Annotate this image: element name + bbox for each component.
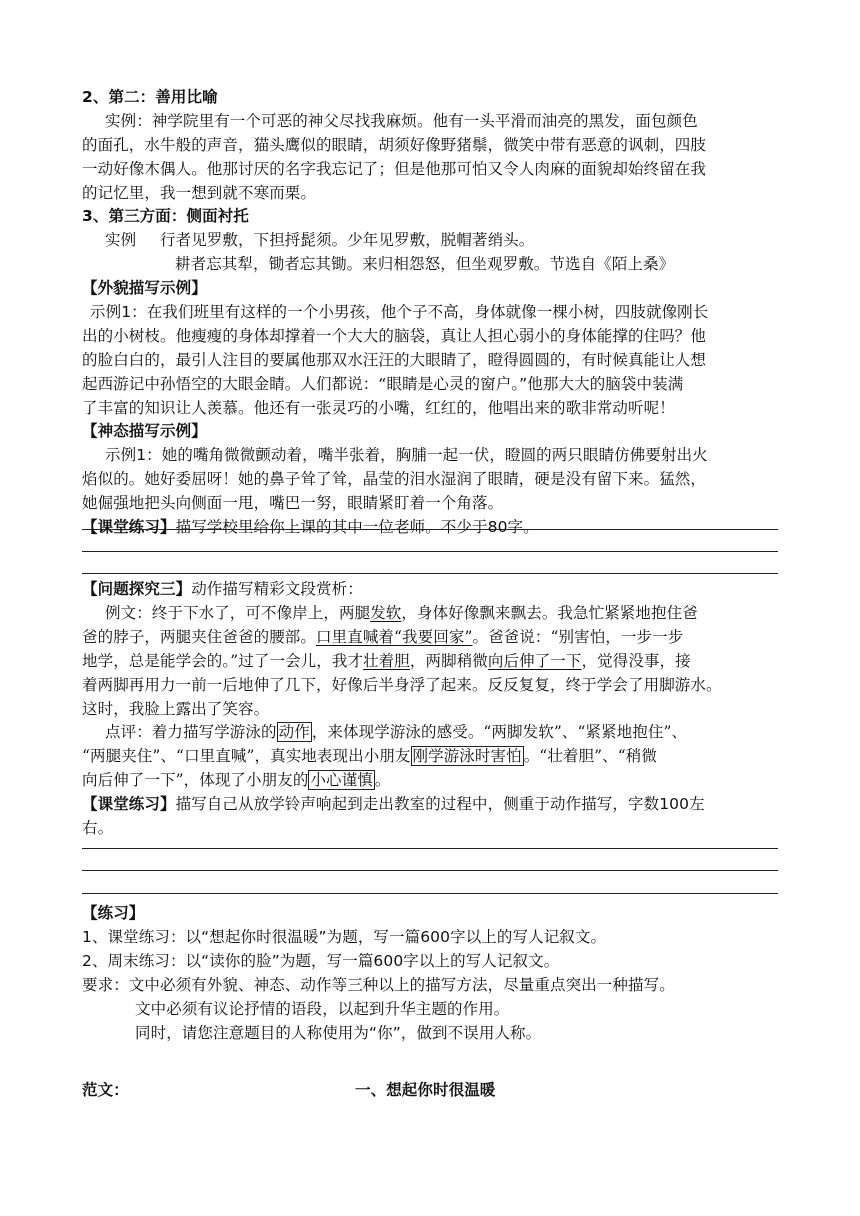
- example-text-line-1: [105, 602, 698, 624]
- inquiry-text: 动作描写精彩文段赏析：: [191, 580, 363, 598]
- s3-example-label: 实例: [105, 231, 137, 249]
- practice-2: [82, 793, 705, 815]
- practice-1-label: 【课堂练习】: [82, 518, 176, 536]
- practice-2-label: 【课堂练习】: [82, 795, 176, 813]
- underlined-phrase: 口里直喊着“我要回家”: [316, 628, 473, 646]
- comment-line-2: [82, 745, 657, 767]
- text-run: 点评：着力描写学游泳的: [105, 723, 277, 741]
- text-run: 。爸爸说：“别害怕，一步一步: [472, 628, 684, 646]
- practice-2-text: 描写自己从放学铃声响起到走出教室的过程中，侧重于动作描写，字数100左: [175, 795, 705, 813]
- exercise-item-2: 2、周末练习：以“读你的脸”为题，写一篇600字以上的写人记叙文。: [82, 952, 560, 970]
- text-run: ，觉得没事，接: [581, 652, 691, 670]
- appearance-line-4: 起西游记中孙悟空的大眼金睛。人们都说：“眼睛是心灵的窗户。”他那大大的脑袋中装满: [82, 375, 684, 393]
- underlined-phrase: 壮着胆: [363, 652, 410, 670]
- text-run: 爸的脖子，两腿夹住爸爸的腰部。: [82, 628, 317, 646]
- text-run: ，来体现学游泳的感受。“两脚发软”、“紧紧地抱住”、: [311, 723, 688, 741]
- boxed-phrase: 小心谨慎: [310, 771, 373, 789]
- example-text-line-4: 着两脚再用力一前一后地伸了几下，好像后半身浮了起来。反反复复，终于学会了用脚游水。: [82, 676, 722, 694]
- boxed-phrase: 动作: [278, 723, 310, 741]
- exercise-item-1: 1、课堂练习：以“想起你时很温暖”为题，写一篇600字以上的写人记叙文。: [82, 928, 607, 946]
- text-run: “两腿夹住”、“口里直喊”，真实地表现出小朋友: [82, 747, 411, 765]
- section-2-heading: 2、第二：善用比喻: [82, 88, 218, 106]
- underlined-phrase: 发软: [370, 604, 402, 622]
- appearance-line-5: 了丰富的知识让人羡慕。他还有一张灵巧的小嘴，红红的，他唱出来的歌非常动听呢！: [82, 399, 675, 417]
- inquiry-heading: [82, 578, 363, 600]
- comment-line-1: [105, 721, 687, 743]
- exercise-requirement-3: 同时，请您注意题目的人称使用为“你”，做到不误用人称。: [135, 1024, 542, 1042]
- s2-example-line-2: 的面孔，水牛般的声音，猫头鹰似的眼睛，胡须好像野猪鬃，微笑中带有恶意的讽刺，四肢: [82, 136, 707, 154]
- expression-heading: 【神态描写示例】: [82, 422, 207, 440]
- expression-line-3: 她倔强地把头向侧面一甩，嘴巴一努，眼睛紧盯着一个角落。: [82, 494, 504, 512]
- text-run: ，身体好像飘来飘去。我急忙紧紧地抱住爸: [401, 604, 698, 622]
- text-run: 地学，总是能学会的。”过了一会儿，我才: [82, 652, 364, 670]
- practice-1-text: 描写学校里给你上课的其中一位老师。不少于80字。: [175, 518, 539, 536]
- expression-line-1: 示例1：她的嘴角微微颤动着，嘴半张着，胸脯一起一伏，瞪圆的两只眼睛仿佛要射出火: [105, 446, 708, 464]
- example-text-line-3: [82, 650, 691, 672]
- model-label: 范文：: [82, 1081, 129, 1099]
- appearance-line-3: 的脸白白的，最引人注目的要属他那双水汪汪的大眼睛了，瞪得圆圆的，有时候真能让人想: [82, 351, 707, 369]
- appearance-line-2: 出的小树枝。他瘦瘦的身体却撑着一个大大的脑袋，真让人担心弱小的身体能撑的住吗？他: [82, 327, 707, 345]
- boxed-phrase: 刚学游泳时害怕: [412, 747, 522, 765]
- inquiry-label: 【问题探究三】: [82, 580, 192, 598]
- text-run: 。: [374, 771, 391, 789]
- example-text-line-2: [82, 626, 683, 648]
- answer-line[interactable]: [82, 870, 778, 871]
- comment-line-3: [82, 769, 390, 791]
- answer-line[interactable]: [82, 848, 778, 849]
- s3-poem-line-1: 行者见罗敷，下担捋髭须。少年见罗敷，脱帽著绡头。: [160, 231, 535, 249]
- exercise-requirement-1: 要求：文中必须有外貌、神态、动作等三种以上的描写方法，尽量重点突出一种描写。: [82, 976, 675, 994]
- exercise-requirement-2: 文中必须有议论抒情的语段，以起到升华主题的作用。: [135, 1000, 510, 1018]
- answer-line[interactable]: [82, 573, 778, 574]
- section-3-heading: 3、第三方面：侧面衬托: [82, 207, 249, 225]
- s2-example-line-3: 一动好像木偶人。他那讨厌的名字我忘记了；但是他那可怕又令人肉麻的面貌却始终留在我: [82, 160, 707, 178]
- example-text-line-5: 这时，我脸上露出了笑容。: [82, 700, 270, 718]
- expression-line-2: 焰似的。她好委屈呀！她的鼻子耸了耸，晶莹的泪水湿润了眼睛，硬是没有留下来。猛然，: [82, 470, 707, 488]
- s3-poem-line-2: 耕者忘其犁，锄者忘其锄。来归相怨怒，但坐观罗敷。节选自《陌上桑》: [175, 255, 675, 273]
- s2-example-line-4: 的记忆里，我一想到就不寒而栗。: [82, 184, 317, 202]
- s2-example-line-1: 实例：神学院里有一个可恶的神父尽找我麻烦。他有一头平滑而油亮的黑发，面包颜色: [105, 112, 698, 130]
- practice-2-continued: 右。: [82, 819, 114, 837]
- appearance-heading: 【外貌描写示例】: [82, 279, 207, 297]
- answer-line[interactable]: [82, 893, 778, 894]
- text-run: ，两脚稍微: [409, 652, 488, 670]
- appearance-line-1: 示例1：在我们班里有这样的一个小男孩，他个子不高，身体就像一棵小树，四肢就像刚长: [90, 303, 709, 321]
- model-title: 一、想起你时很温暖: [355, 1081, 496, 1099]
- practice-1: [82, 516, 539, 538]
- text-run: 。“壮着胆”、“稍微: [523, 747, 657, 765]
- text-run: 向后伸了一下”，体现了小朋友的: [82, 771, 309, 789]
- underlined-phrase: 向后伸了一下: [487, 652, 582, 670]
- text-run: 例文：终于下水了，可不像岸上，两腿: [105, 604, 371, 622]
- answer-line[interactable]: [82, 551, 778, 552]
- exercise-heading: 【练习】: [82, 904, 145, 922]
- answer-line[interactable]: [82, 529, 778, 530]
